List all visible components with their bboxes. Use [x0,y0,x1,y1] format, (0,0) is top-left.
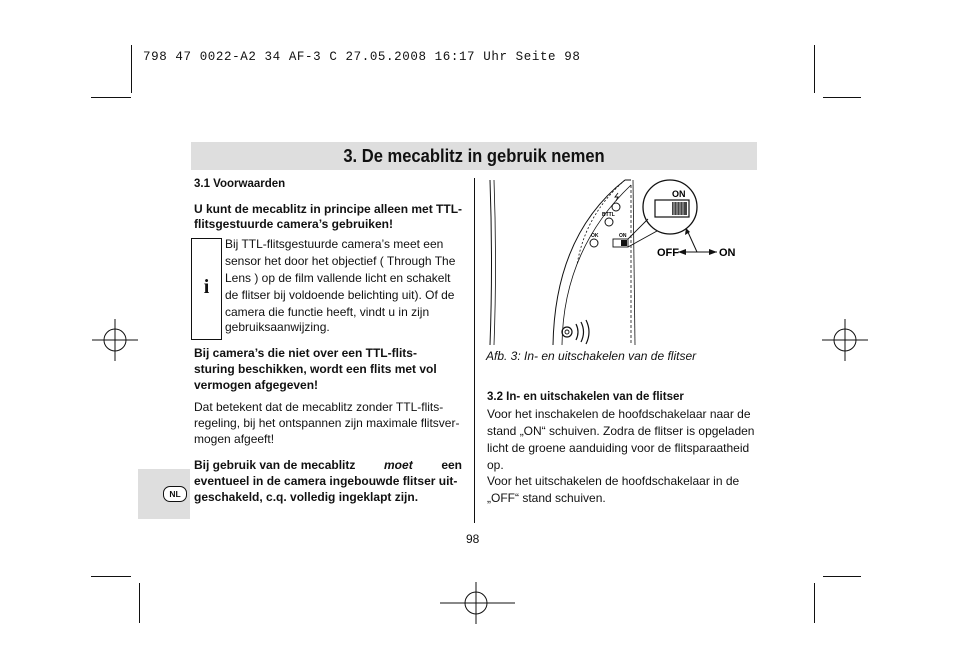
right-line-5: Voor het uitschakelen de hoofdschakelaar in de [487,474,740,488]
crop-mark-bl-h [91,576,131,577]
must-pre: Bij gebruik van de mecablitz [194,458,356,472]
info-line-1: Bij TTL-flitsgestuurde camera’s meet een [225,237,444,251]
must-line-2: eventueel in de camera ingebouwde flitser uit- [194,474,458,488]
info-line-5: camera die functie heeft, vindt u in zijn [225,305,430,319]
label-ok: OK [591,233,599,239]
info-line-2: sensor het door het objectief ( Through The [225,254,456,268]
crop-mark-tl-v [131,45,132,93]
section-heading-3-1: 3.1 Voorwaarden [194,178,286,190]
info-line-6: gebruiksaanwijzing. [225,320,330,334]
para-line-2: regeling, bij het ontspannen zijn maximale flitsver- [194,416,460,430]
page-title: 3. De mecablitz in gebruik nemen [343,146,605,166]
print-header: 798 47 0022-A2 34 AF-3 C 27.05.2008 16:17 Uhr Seite 98 [143,50,581,64]
warning-line-1: Bij camera’s die niet over een TTL-flits- [194,346,417,360]
registration-mark-left [90,315,140,365]
label-off: OFF [657,247,679,259]
crop-mark-br-h [823,576,861,577]
must-post: een [441,458,462,472]
warning-line-3: vermogen afgegeven! [194,378,319,392]
para-line-1: Dat betekent dat de mecablitz zonder TTL-flits- [194,400,444,414]
flash-switch-illustration [485,175,760,350]
crop-mark-tr-h [823,97,861,98]
section-heading-3-2: 3.2 In- en uitschakelen van de flitser [487,391,684,403]
column-divider [474,178,475,523]
right-line-1: Voor het inschakelen de hoofdschakelaar naar de [487,407,751,421]
right-line-6: „OFF“ stand schuiven. [487,491,606,505]
right-line-2: stand „ON“ schuiven. Zodra de flitser is opgeladen [487,424,755,438]
label-on-small: ON [619,233,627,239]
crop-mark-bl-v [139,583,140,623]
must-line-1 [194,457,462,474]
crop-mark-tr-v [814,45,815,93]
language-badge: NL [163,486,187,502]
info-icon: i [203,276,210,298]
label-bttl: BTTL [602,212,615,218]
info-line-4: de flitser bij voldoende belichting uit). Of de [225,288,455,302]
label-on: ON [719,247,736,259]
warning-line-2: sturing beschikken, wordt een flits met vol [194,362,437,376]
page-number: 98 [466,532,480,546]
right-line-3: licht de groene aanduiding voor de flitsparaatheid [487,441,750,455]
info-line-3: Lens ) op de film vallende licht en schakelt [225,271,451,285]
registration-mark-right [820,315,870,365]
crop-mark-tl-h [91,97,131,98]
must-line-3: geschakeld, c.q. volledig ingeklapt zijn. [194,490,419,504]
figure-caption: Afb. 3: In- en uitschakelen van de flitser [486,349,697,363]
right-line-4: op. [487,458,504,472]
para-line-3: mogen afgeeft! [194,432,275,446]
intro-line-2: flitsgestuurde camera’s gebruiken! [194,217,393,231]
label-on-big: ON [672,189,686,199]
must-word: moet [384,458,413,472]
registration-mark-bottom [440,578,515,628]
crop-mark-br-v [814,583,815,623]
intro-line-1: U kunt de mecablitz in principe alleen met TTL- [194,202,463,216]
